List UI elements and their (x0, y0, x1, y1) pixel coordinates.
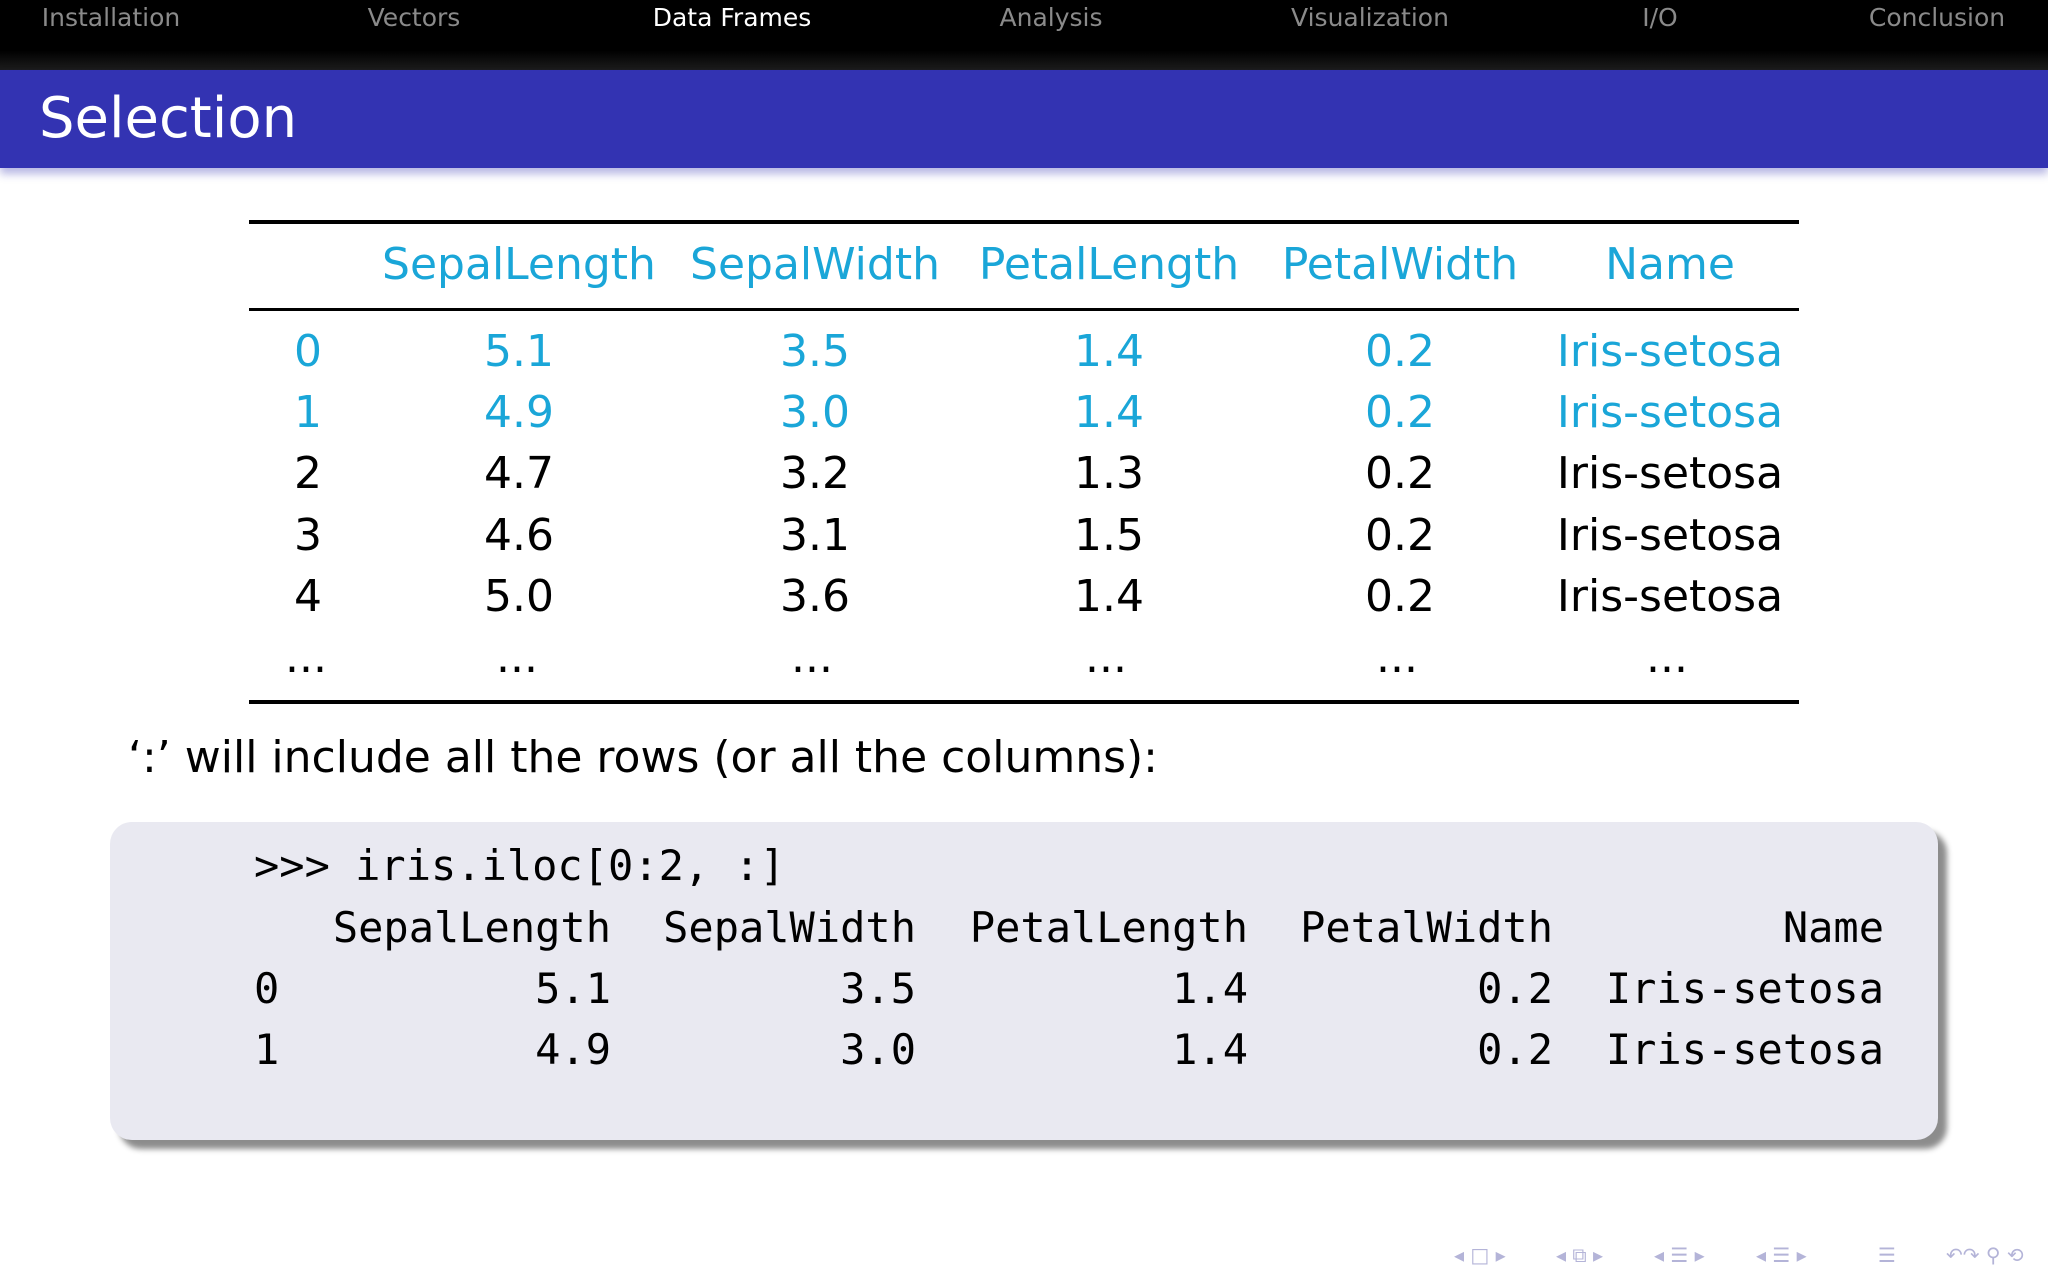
table-cell: 0.2 (1365, 326, 1435, 377)
table-ellipsis-cell: ... (1646, 632, 1688, 683)
table-cell: 3 (294, 510, 322, 561)
frame-title: Selection (39, 86, 298, 151)
nav-data-frames[interactable]: Data Frames (652, 3, 812, 32)
code-cell: 0 (254, 964, 280, 1013)
table-cell: 4.7 (484, 448, 554, 499)
nav-io[interactable]: I/O (1642, 3, 1678, 32)
nav-installation[interactable]: Installation (41, 3, 181, 32)
code-cell: Iris-setosa (1605, 964, 1884, 1013)
table-cell: 0 (294, 326, 322, 377)
table-top-rule (249, 220, 1799, 224)
table-header-cell: SepalWidth (690, 239, 940, 290)
section-nav-icon[interactable]: ◂ ☰ ▸ (1756, 1243, 1807, 1267)
nav-visualization[interactable]: Visualization (1291, 3, 1449, 32)
frame-nav-icon[interactable]: ◂ ⧉ ▸ (1556, 1243, 1604, 1267)
code-cell: 3.5 (840, 964, 916, 1013)
table-cell: 0.2 (1365, 571, 1435, 622)
table-cell: 3.5 (780, 326, 850, 377)
table-cell: Iris-setosa (1556, 510, 1784, 561)
code-cell: 1.4 (1172, 964, 1248, 1013)
table-cell: 1.5 (1074, 510, 1144, 561)
table-cell: 5.1 (484, 326, 554, 377)
table-cell: 1.4 (1074, 326, 1144, 377)
table-bottom-rule (249, 700, 1799, 704)
table-cell: Iris-setosa (1556, 387, 1784, 438)
code-cell: 3.0 (840, 1025, 916, 1074)
table-cell: 4.6 (484, 510, 554, 561)
table-cell: 3.1 (780, 510, 850, 561)
section-navbar (0, 0, 2048, 70)
table-cell: 4.9 (484, 387, 554, 438)
code-cell: 5.1 (535, 964, 611, 1013)
table-ellipsis-cell: ... (791, 632, 833, 683)
table-header-rule (249, 308, 1799, 311)
table-cell: 4 (294, 571, 322, 622)
subsection-nav-icon[interactable]: ◂ ☰ ▸ (1654, 1243, 1705, 1267)
table-cell: 1.4 (1074, 387, 1144, 438)
table-cell: 1.4 (1074, 571, 1144, 622)
table-ellipsis-cell: ... (1085, 632, 1127, 683)
frame-title-bar (0, 70, 2048, 168)
nav-conclusion[interactable]: Conclusion (1868, 3, 2006, 32)
table-cell: 2 (294, 448, 322, 499)
nav-vectors[interactable]: Vectors (367, 3, 461, 32)
table-header-cell: SepalLength (382, 239, 656, 290)
table-cell: Iris-setosa (1556, 326, 1784, 377)
table-ellipsis-cell: ... (496, 632, 538, 683)
table-cell: Iris-setosa (1556, 571, 1784, 622)
code-header-cell: SepalWidth (663, 903, 916, 952)
table-cell: 1 (294, 387, 322, 438)
table-header-cell: PetalLength (978, 239, 1240, 290)
table-cell: 3.6 (780, 571, 850, 622)
table-cell: 3.2 (780, 448, 850, 499)
code-cell: 4.9 (535, 1025, 611, 1074)
code-cell: 0.2 (1477, 1025, 1553, 1074)
code-header-cell: SepalLength (332, 903, 611, 952)
slide-nav-icon[interactable]: ◂ □ ▸ (1454, 1243, 1506, 1267)
table-cell: 0.2 (1365, 448, 1435, 499)
code-cell: Iris-setosa (1605, 1025, 1884, 1074)
code-command: >>> iris.iloc[0:2, :] (254, 841, 786, 890)
code-cell: 0.2 (1477, 964, 1553, 1013)
outline-nav-icon[interactable]: ☰ (1878, 1243, 1896, 1267)
table-header-cell: PetalWidth (1281, 239, 1519, 290)
code-header-cell: Name (1782, 903, 1884, 952)
nav-analysis[interactable]: Analysis (999, 3, 1103, 32)
table-cell: 0.2 (1365, 387, 1435, 438)
code-cell: 1.4 (1172, 1025, 1248, 1074)
table-cell: Iris-setosa (1556, 448, 1784, 499)
code-header-cell: PetalWidth (1300, 903, 1553, 952)
code-cell: 1 (254, 1025, 280, 1074)
code-header-cell: PetalLength (969, 903, 1248, 952)
table-cell: 1.3 (1074, 448, 1144, 499)
table-cell: 3.0 (780, 387, 850, 438)
explanation-text: ‘:’ will include all the rows (or all the columns): (128, 732, 1159, 783)
table-ellipsis-cell: ... (285, 632, 327, 683)
search-nav-icon[interactable]: ↶↷ ⚲ ⟲ (1946, 1243, 2024, 1267)
table-ellipsis-cell: ... (1376, 632, 1418, 683)
table-header-cell: Name (1605, 239, 1735, 290)
table-cell: 5.0 (484, 571, 554, 622)
table-cell: 0.2 (1365, 510, 1435, 561)
